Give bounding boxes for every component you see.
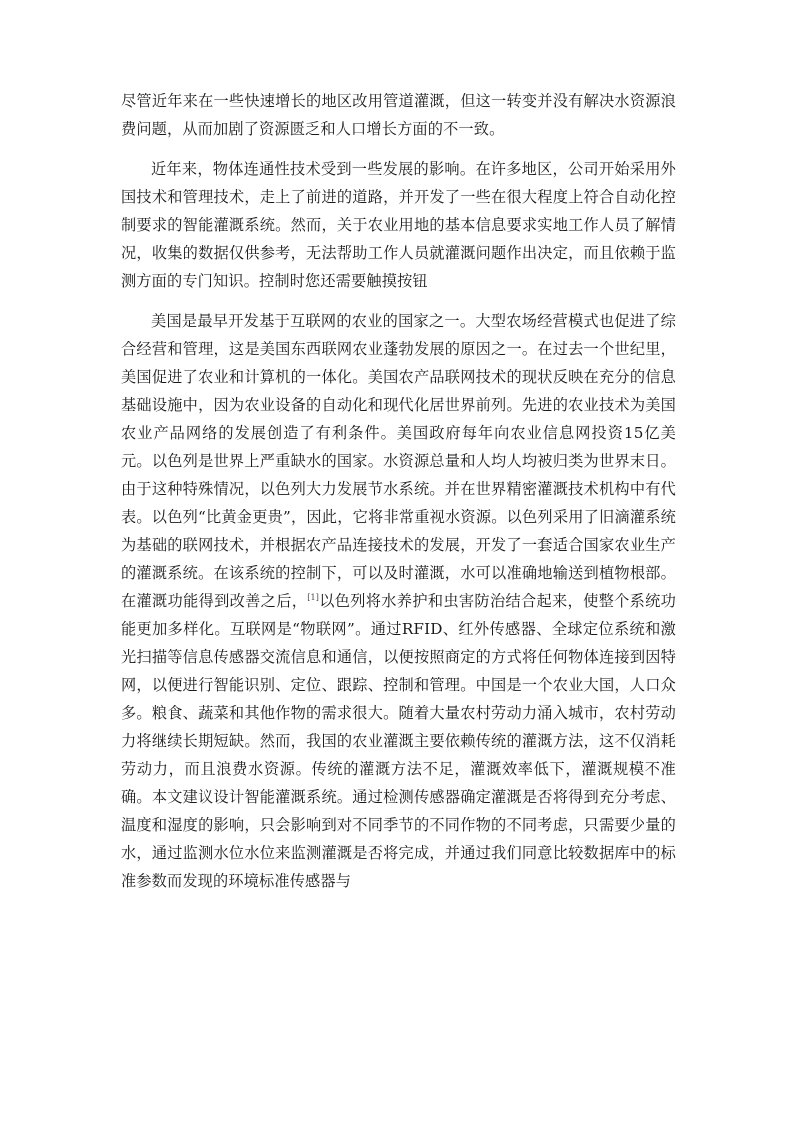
- document-page: [121, 87, 676, 895]
- citation-marker: [1]: [307, 592, 320, 602]
- paragraph-3-text-after-citation: 以色列将水养护和虫害防治结合起来，使整个系统功能更加多样化。互联网是“物联网”。通过RFID、红外传感器、全球定位系统和激光扫描等信息传感器交流信息和通信，以便按照商定的方式将任何物体连接到因特网，以便进行智能识别、定位、跟踪、控制和管理。中国是一个农业大国，人口众多。粮食、蔬菜和其他作物的需求很大。随着大量农村劳动力涌入城市，农村劳动力将继续长期短缺。然而，我国的农业灌溉主要依赖传统的灌溉方法，这不仅消耗劳动力，而且浪费水资源。传统的灌溉方法不足，灌溉效率低下，灌溉规模不准确。本文建议设计智能灌溉系统。通过检测传感器确定灌溉是否将得到充分考虑、温度和湿度的影响，只会影响到对不同季节的不同作物的不同考虑，只需要少量的水，通过监测水位水位来监测灌溉是否将完成，并通过我们同意比较数据库中的标准参数而发现的环境标准传感器与: [121, 592, 676, 890]
- paragraph-1: 尽管近年来在一些快速增长的地区改用管道灌溉，但这一转变并没有解决水资源浪费问题，从而加剧了资源匮乏和人口增长方面的不一致。: [121, 92, 676, 138]
- paragraph-2: 近年来，物体连通性技术受到一些发展的影响。在许多地区，公司开始采用外国技术和管理技术，走上了前进的道路，并开发了一些在很大程度上符合自动化控制要求的智能灌溉系统。然而，关于农业用地的基本信息要求实地工作人员了解情况，收集的数据仅供参考，无法帮助工作人员就灌溉问题作出决定，而且依赖于监测方面的专门知识。控制时您还需要触摸按钮: [121, 160, 676, 290]
- paragraph-3-text-before-citation: 美国是最早开发基于互联网的农业的国家之一。大型农场经营模式也促进了综合经营和管理，这是美国东西联网农业蓬勃发展的原因之一。在过去一个世纪里，美国促进了农业和计算机的一体化。美国农产品联网技术的现状反映在充分的信息基础设施中，因为农业设备的自动化和现代化居世界前列。先进的农业技术为美国农业产品网络的发展创造了有利条件。美国政府每年向农业信息网投资15亿美元。以色列是世界上严重缺水的国家。水资源总量和人均人均被归类为世界末日。由于这种特殊情况，以色列大力发展节水系统。并在世界精密灌溉技术机构中有代表。以色列“比黄金更贵”，因此，它将非常重视水资源。以色列采用了旧滴灌系统为基础的联网技术，并根据农产品连接技术的发展，开发了一套适合国家农业生产的灌溉系统。在该系统的控制下，可以及时灌溉，水可以准确地输送到植物根部。在灌溉功能得到改善之后，: [121, 312, 676, 610]
- paragraph-3: [121, 307, 676, 895]
